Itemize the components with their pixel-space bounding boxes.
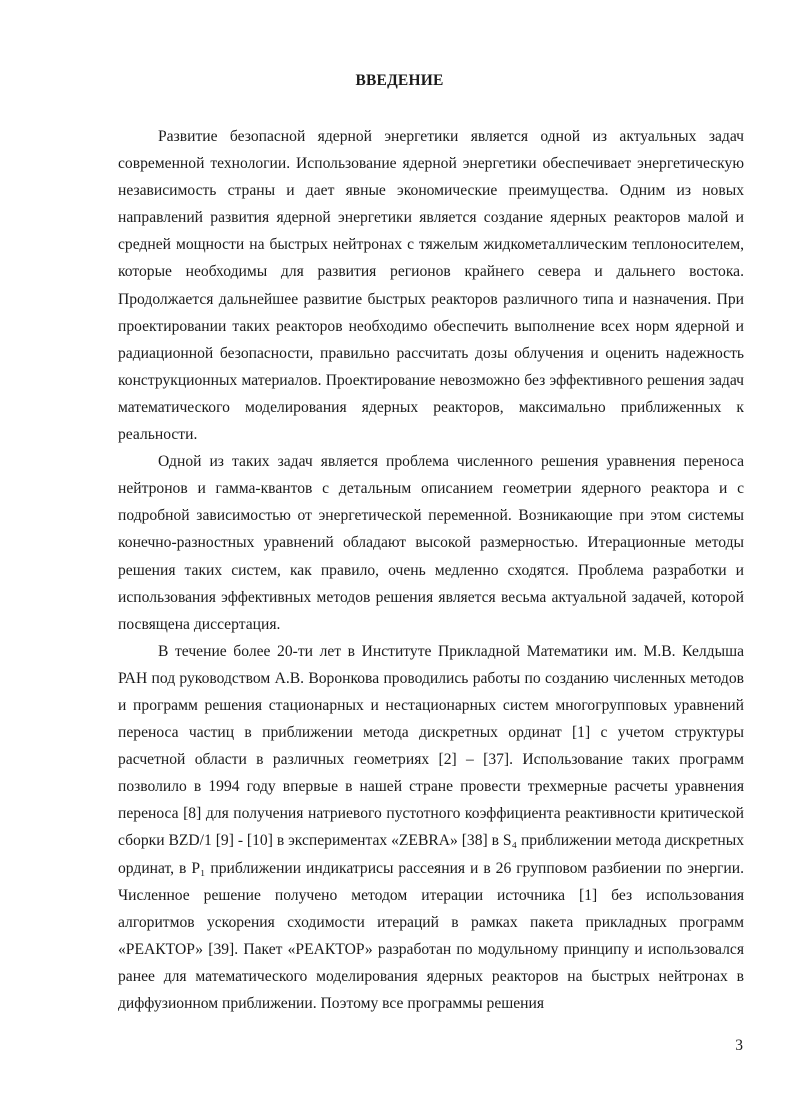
page-number: 3 — [735, 1037, 743, 1054]
paragraph-3: В течение более 20-ти лет в Институте Прикладной Математики им. М.В. Келдыша РАН под руководством А.В. Воронкова проводились работы по созданию численных методов и программ решения стационарных и нестационарных систем многогрупповых уравнений переноса частиц в приближении метода дискретных ординат [1] с учетом структуры расчетной области в различных геометриях [2] – [37]. Использование таких программ позволило в 1994 году впервые в нашей стране провести трехмерные расчеты уравнения переноса [8] для получения натриевого пустотного коэффициента реактивности критической сборки BZD/1 [9] - [10] в экспериментах «ZEBRA» [38] в S₄ приближении метода дискретных ординат, в P₁ приближении индикатрисы рассеяния и в 26 групповом разбиении по энергии. Численное решение получено методом итерации источника [1] без использования алгоритмов ускорения сходимости итераций в рамках пакета прикладных программ «РЕАКТОР» [39]. Пакет «РЕАКТОР» разработан по модульному принципу и использовался ранее для математического моделирования ядерных реакторов на быстрых нейтронах в диффузионном приближении. Поэтому все программы решения — [118, 642, 744, 1012]
paragraph-2: Одной из таких задач является проблема численного решения уравнения переноса нейтронов и гамма-квантов с детальным описанием геометрии ядерного реактора и с подробной зависимостью от энергетической переменной. Возникающие при этом системы конечно-разностных уравнений обладают высокой размерностью. Итерационные методы решения таких систем, как правило, очень медленно сходятся. Проблема разработки и использования эффективных методов решения является весьма актуальной задачей, которой посвящена диссертация. — [118, 453, 744, 633]
paragraph-1: Развитие безопасной ядерной энергетики является одной из актуальных задач современной технологии. Использование ядерной энергетики обеспечивает энергетическую независимость страны и дает явные экономические преимущества. Одним из новых направлений развития ядерной энергетики является создание ядерных реакторов малой и средней мощности на быстрых нейтронах с тяжелым жидкометаллическим теплоносителем, которые необходимы для развития регионов крайнего севера и дальнего востока. Продолжается дальнейшее развитие быстрых реакторов различного типа и назначения. При проектировании таких реакторов необходимо обеспечить выполнение всех норм ядерной и радиационной безопасности, правильно рассчитать дозы облучения и оценить надежность конструкционных материалов. Проектирование невозможно без эффективного решения задач математического моделирования ядерных реакторов, максимально приближенных к реальности. — [118, 128, 744, 444]
page-title: ВВЕДЕНИЕ — [355, 72, 444, 89]
body-text — [118, 123, 744, 1017]
